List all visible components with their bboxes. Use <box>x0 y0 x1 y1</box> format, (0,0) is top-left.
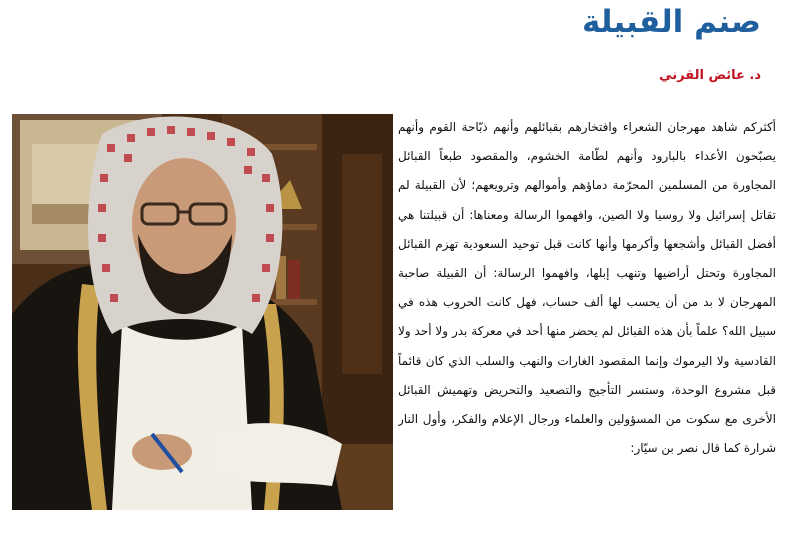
author-photo <box>12 114 393 510</box>
author-portrait-photo <box>12 114 393 510</box>
article-body: أكثركم شاهد مهرجان الشعراء وافتخارهم بقبائلهم وأنهم ذبّاحة القوم وأنهم يصبّحون الأعداء بالبارود وأنهم لطّامة الخشوم، والمقصود طبعاً القبائل المجاورة من المسلمين المحرّمة دماؤهم وأموالهم وترويعهم؛ لأن القبيلة لم تقاتل إسرائيل ولا روسيا ولا الصين، وافهموا الرسالة ومعناها: أن قبيلتنا هي أفضل القبائل وأشجعها وأكرمها وأنها كانت قبل توحيد السعودية تهزم القبائل المجاورة وتحتل أراضيها وتنهب إبلها، وافهموا الرسالة: أن القبيلة صاحبة المهرجان لا بد من أن يحسب لها ألف حساب، فهل كانت الحروب هذه في سبيل الله؟ علماً بأن هذه القبائل لم يحضر منها أحد في معركة بدر ولا أحد ولا القادسية ولا اليرموك وإنما المقصود الغارات والنهب والسلب الذي كان قائماً قبل مشروع الوحدة، وستسر التأجيج والتصعيد والتحريض وتهميش القبائل الأخرى مع سكوت من المسؤولين والعلماء ورجال الإعلام والفكر، وأول النار شرارة كما قال نصر بن سيّار: <box>398 120 776 456</box>
article-author: د. عائض القرني <box>659 68 761 83</box>
article-title: صنم القبيلة <box>581 4 761 40</box>
